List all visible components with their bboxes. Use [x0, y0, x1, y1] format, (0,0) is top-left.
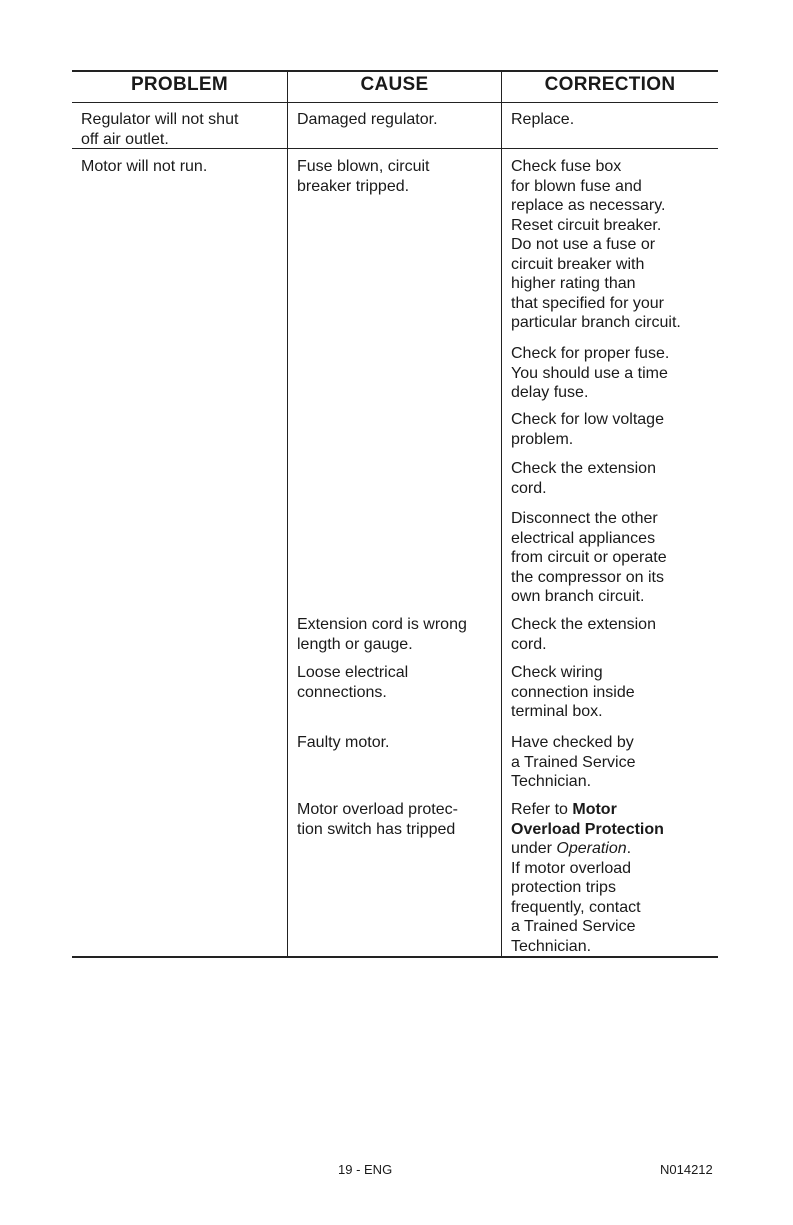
correction-service-technician: [511, 733, 636, 792]
text-line: Technician.: [511, 937, 592, 955]
column-divider-2: [501, 70, 502, 958]
correction-proper-fuse: [511, 344, 669, 403]
text-line: Check the extension: [511, 460, 656, 477]
cause-motor-overload: [297, 800, 458, 839]
correction-extension-cord: [511, 459, 656, 498]
text-line: higher rating than: [511, 275, 636, 292]
text-line: Regulator will not shut: [81, 111, 239, 128]
text-line: Reset circuit breaker.: [511, 216, 662, 234]
text-line: own branch circuit.: [511, 588, 645, 605]
header-correction: CORRECTION: [544, 74, 676, 95]
header-cause: CAUSE: [360, 74, 429, 95]
text-line: the compressor on its: [511, 568, 664, 586]
document-code: N014212: [660, 1162, 713, 1177]
text-line: You should use a time: [511, 364, 668, 382]
motor-overload-reference: Overload Protection: [511, 820, 664, 838]
text-line: Loose electrical: [297, 664, 409, 681]
text-line: Disconnect the other: [511, 510, 658, 527]
text-line: [511, 800, 664, 820]
text-line: tion switch has tripped: [297, 820, 456, 838]
correction-wiring: [511, 663, 635, 722]
text-line: Faulty motor.: [297, 734, 390, 751]
text-span: under: [511, 840, 557, 857]
row1-cause: [297, 110, 438, 130]
text-line: Replace.: [511, 111, 575, 128]
text-span: .: [626, 840, 632, 857]
cause-fuse-blown: [297, 157, 430, 196]
header-rule: [72, 102, 718, 103]
column-divider-1: [287, 70, 288, 958]
table-top-rule: [72, 70, 718, 72]
text-line: frequently, contact: [511, 898, 641, 916]
page-number: 19 - ENG: [338, 1162, 393, 1177]
text-line: Check fuse box: [511, 158, 622, 175]
text-line: off air outlet.: [81, 130, 169, 148]
cause-extension-cord: [297, 615, 467, 654]
cause-loose-connections: [297, 663, 408, 702]
row1-problem: [81, 110, 238, 149]
correction-fuse-box: [511, 157, 681, 333]
text-line: from circuit or operate: [511, 549, 667, 566]
cause-faulty-motor: [297, 733, 389, 753]
header-problem: PROBLEM: [130, 74, 229, 95]
text-line: Have checked by: [511, 734, 634, 751]
text-line: cord.: [511, 635, 547, 653]
text-line: cord.: [511, 479, 547, 497]
text-line: circuit breaker with: [511, 255, 645, 273]
text-line: Check for low voltage: [511, 411, 664, 428]
text-line: a Trained Service: [511, 753, 636, 771]
text-line: Do not use a fuse or: [511, 236, 656, 253]
motor-overload-reference: Motor: [572, 801, 617, 818]
row2-problem: [81, 157, 207, 177]
text-line: Damaged regulator.: [297, 111, 438, 128]
text-line: particular branch circuit.: [511, 314, 681, 331]
text-span: Refer to: [511, 801, 573, 818]
text-line: for blown fuse and: [511, 177, 642, 195]
text-line: Technician.: [511, 773, 592, 790]
text-line: Motor overload protec-: [297, 801, 458, 818]
text-line: If motor overload: [511, 859, 632, 877]
table-bottom-rule: [72, 956, 718, 958]
text-line: [511, 820, 664, 840]
row1-correction: [511, 110, 574, 130]
text-line: connection inside: [511, 683, 635, 701]
correction-low-voltage: [511, 410, 664, 449]
operation-reference: Operation: [556, 840, 627, 857]
text-line: Fuse blown, circuit: [297, 158, 430, 175]
text-line: connections.: [297, 683, 387, 701]
text-line: a Trained Service: [511, 918, 636, 935]
text-line: Check for proper fuse.: [511, 345, 670, 362]
text-line: protection trips: [511, 879, 616, 896]
text-line: [511, 839, 664, 859]
text-line: breaker tripped.: [297, 177, 410, 195]
text-line: terminal box.: [511, 703, 603, 720]
text-line: that specified for your: [511, 294, 664, 312]
text-line: problem.: [511, 430, 574, 448]
text-line: delay fuse.: [511, 384, 589, 401]
text-line: Check the extension: [511, 616, 656, 633]
text-line: length or gauge.: [297, 635, 413, 653]
text-line: Check wiring: [511, 664, 603, 681]
text-line: electrical appliances: [511, 529, 656, 547]
text-line: replace as necessary.: [511, 197, 666, 214]
correction-disconnect: [511, 509, 667, 607]
text-line: Motor will not run.: [81, 158, 208, 175]
correction-motor-overload: [511, 800, 664, 956]
text-line: Extension cord is wrong: [297, 616, 467, 633]
correction-extension-cord-2: [511, 615, 656, 654]
